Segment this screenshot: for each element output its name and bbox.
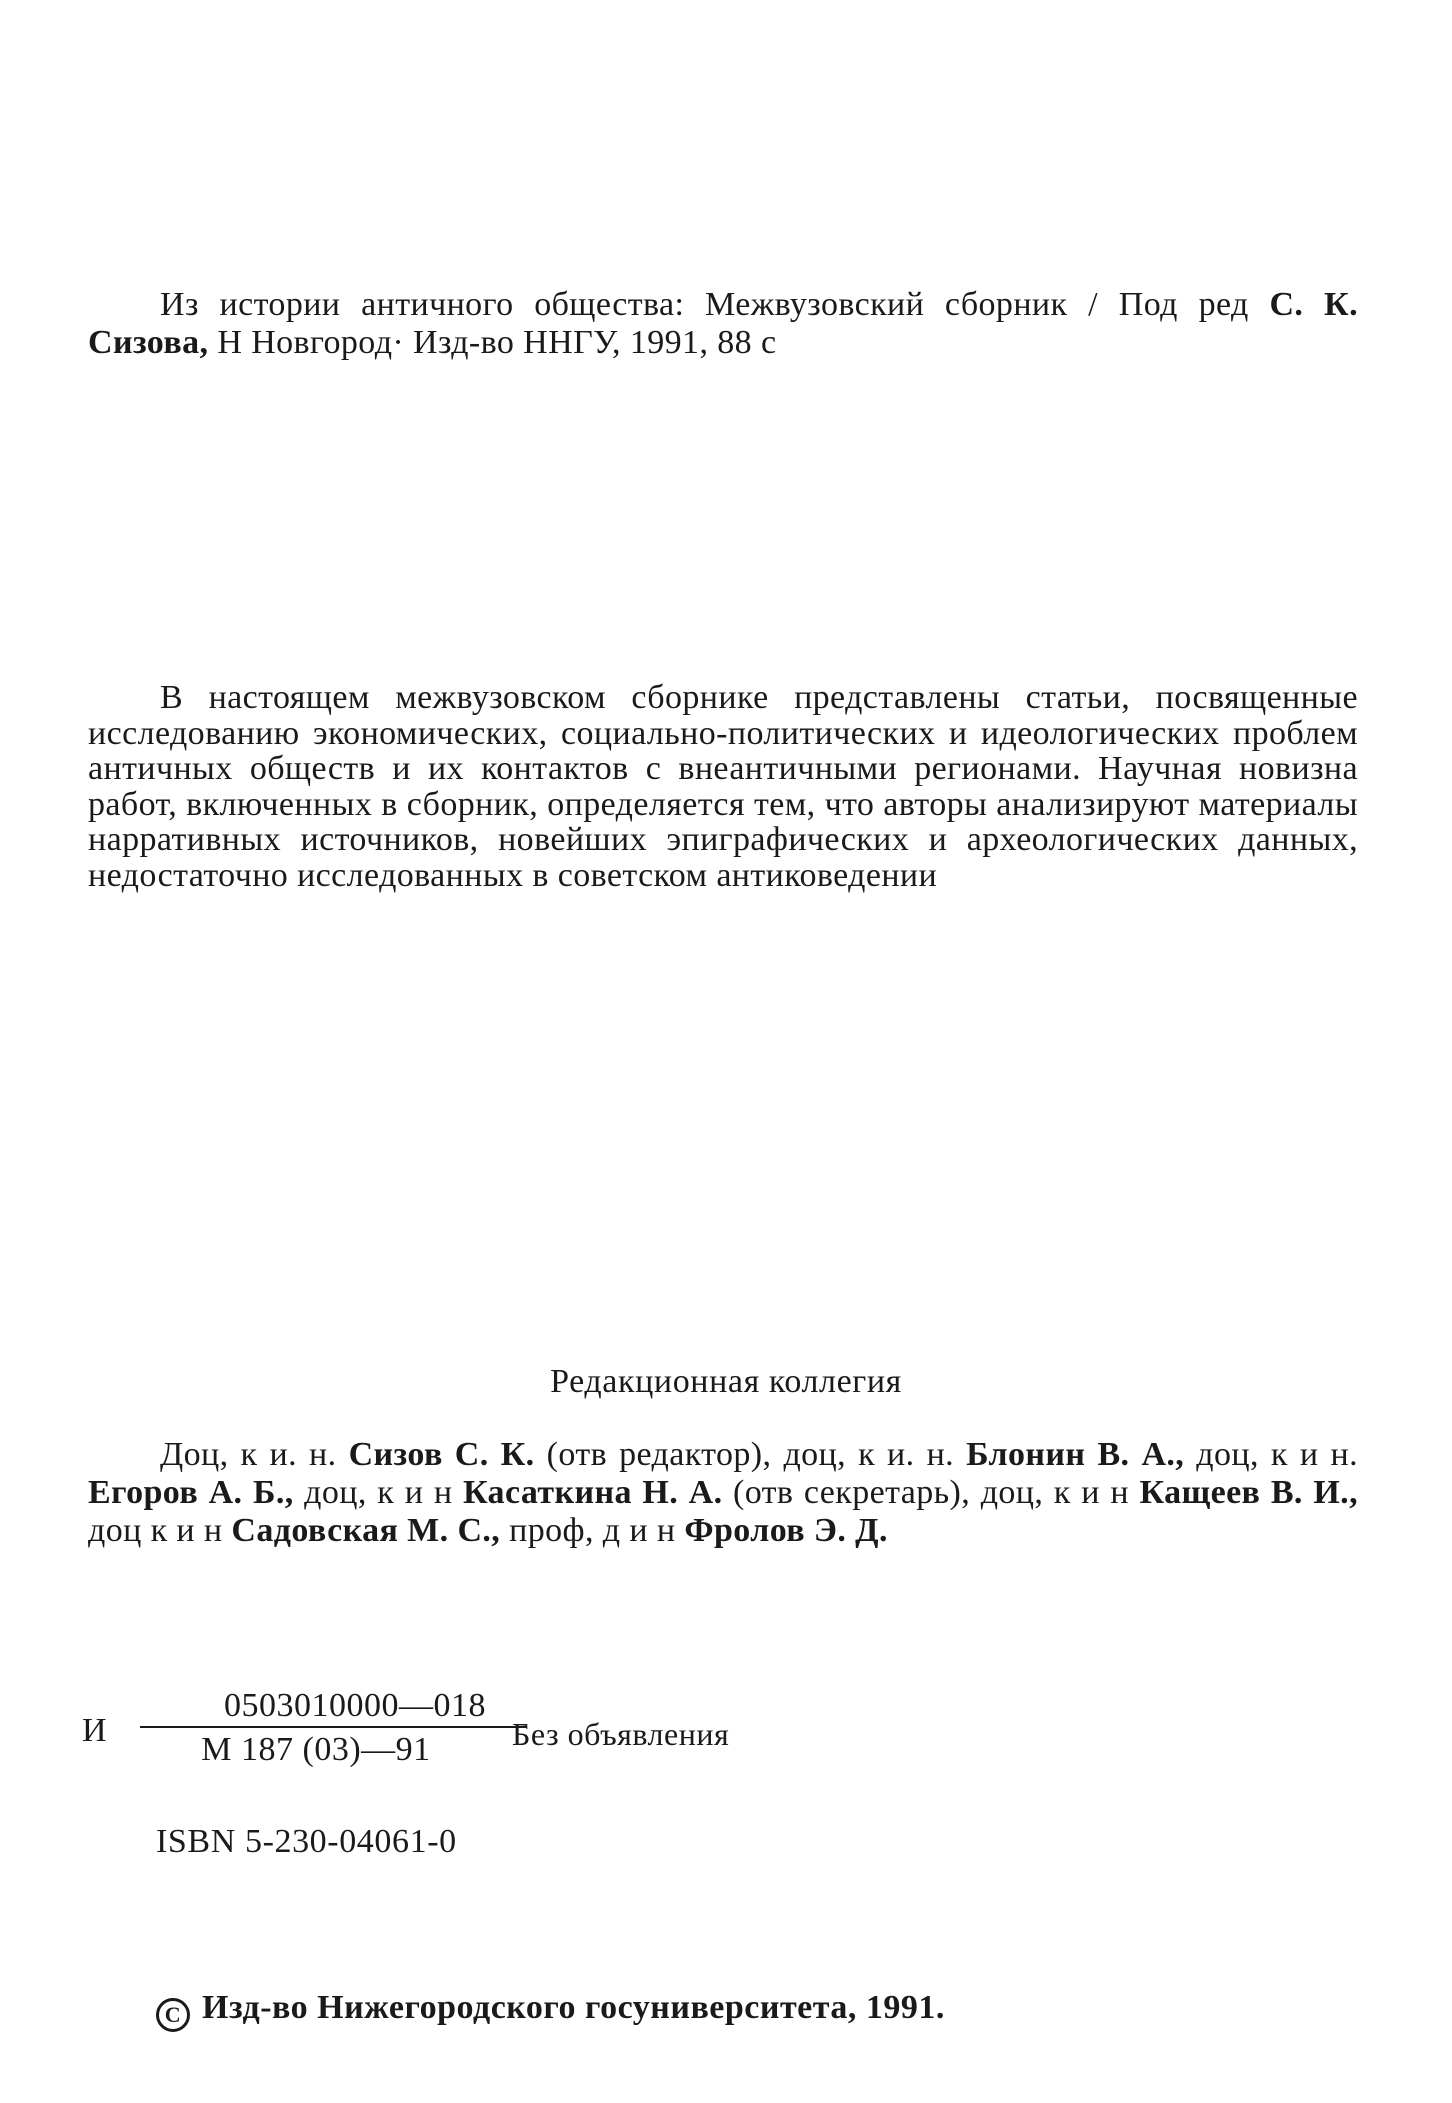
board-member-role: (отв редактор),: [546, 1436, 772, 1473]
copyright-icon: [156, 1998, 190, 2032]
board-member-name: Садовская М. С.,: [231, 1512, 501, 1549]
board-member-role: (отв секретарь),: [732, 1474, 971, 1511]
board-member-name: Фролов Э. Д.: [684, 1512, 888, 1549]
fraction-bar: [140, 1726, 526, 1728]
board-member-degree: проф, д и н: [509, 1512, 676, 1549]
publication-index: [82, 1688, 982, 1778]
isbn: ISBN 5-230-04061-0: [156, 1823, 457, 1860]
board-member-name: Касаткина Н. А.: [462, 1474, 723, 1511]
biblio-rest: Н Новгород· Изд-во ННГУ, 1991, 88 с: [217, 324, 777, 361]
annotation-text: В настоящем межвузовском сборнике представлены статьи, посвященные исследованию экономических, социально-политических и идеологических проблем античных обществ и их контактов с внеантичными регионами. Научная новизна работ, включенных в сборник, определяется тем, что авторы анализируют материалы нарративных источников, новейших эпиграфических и археологических данных, недостаточно исследованных в советском антиковедении: [88, 679, 1358, 894]
index-letter: И: [82, 1712, 107, 1749]
biblio-editor: С. К. Сизова,: [88, 286, 1358, 361]
copyright-text: Изд-во Нижегородского госуниверситета, 1991.: [202, 1989, 945, 2026]
board-member-name: Блонин В. А.,: [966, 1436, 1185, 1473]
no-announcement-note: Без объявления: [512, 1716, 730, 1752]
annotation-paragraph: [88, 680, 1358, 893]
board-member-name: Сизов С. К.: [348, 1436, 535, 1473]
board-member-degree: доц к и н: [88, 1512, 223, 1549]
biblio-line1: Из истории античного общества: Межвузовский сборник / Под ред: [160, 286, 1249, 323]
index-denominator: М 187 (03)—91: [201, 1731, 431, 1768]
index-fraction: [140, 1688, 526, 1768]
board-member-degree: Доц, к и. н.: [160, 1436, 337, 1473]
board-member-degree: доц, к и н: [304, 1474, 453, 1511]
board-member-degree: доц, к и. н.: [783, 1436, 955, 1473]
bibliographic-description: [88, 286, 1358, 362]
index-numerator: 0503010000—018: [224, 1687, 486, 1724]
editorial-board-list: [88, 1436, 1358, 1550]
editorial-board-title: Редакционная коллегия: [550, 1363, 902, 1400]
copyright-line: [156, 1989, 945, 2032]
board-member-degree: доц, к и н.: [1196, 1436, 1358, 1473]
board-member-name: Кащеев В. И.,: [1139, 1474, 1358, 1511]
board-member-degree: доц, к и н: [980, 1474, 1129, 1511]
board-member-name: Егоров А. Б.,: [88, 1474, 294, 1511]
